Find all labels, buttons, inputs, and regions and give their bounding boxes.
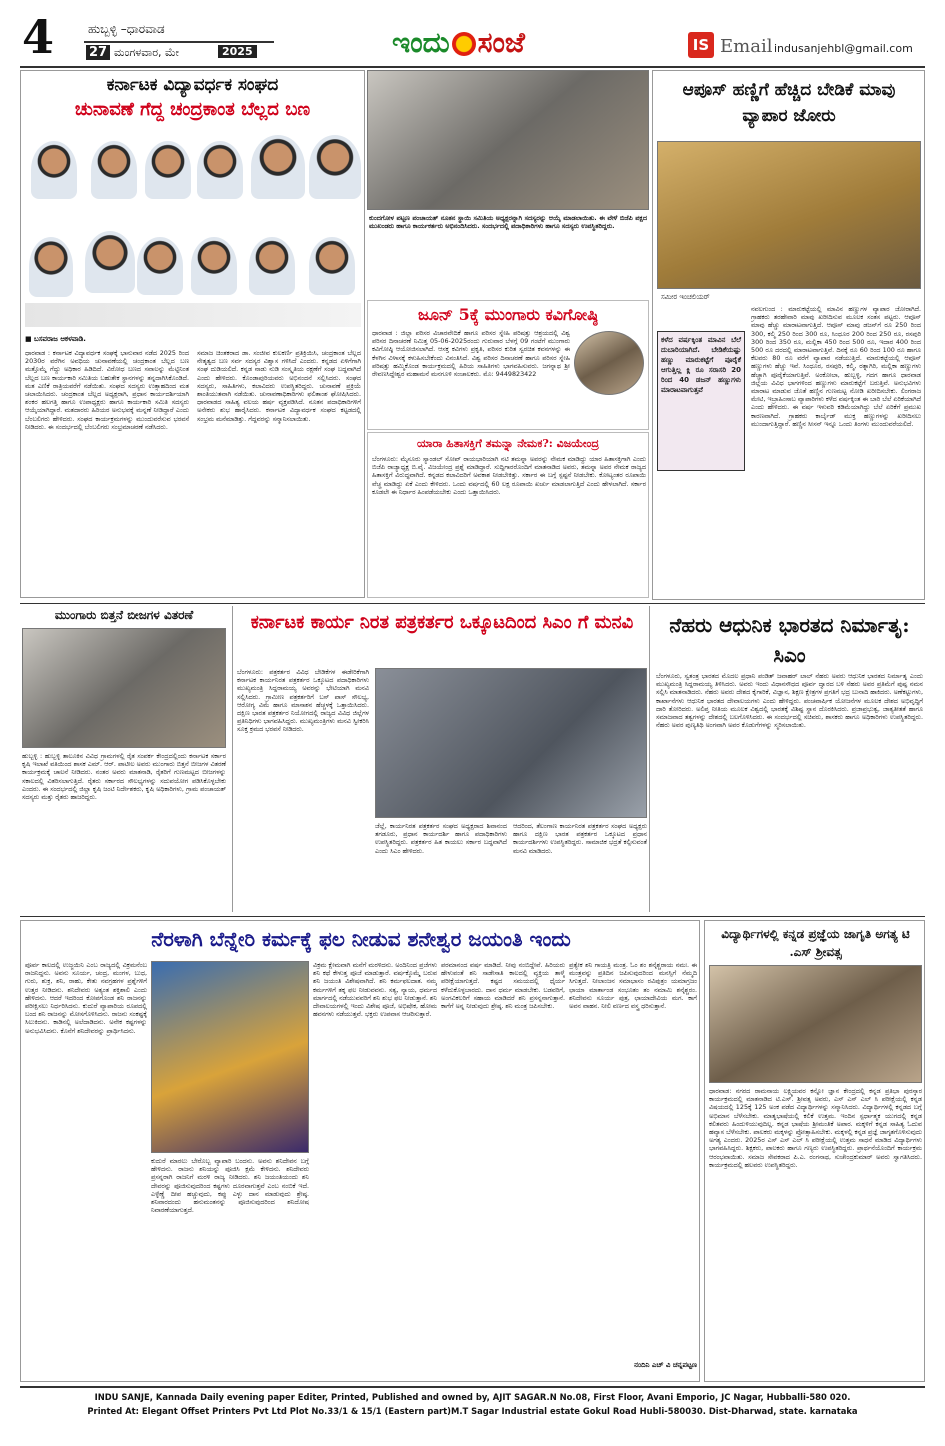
story-mango-trade bbox=[652, 70, 925, 600]
story-headline: ಆಪೂಸ್ ಹಣ್ಣಿಗೆ ಹೆಚ್ಚಿದ ಬೇಡಿಕೆ ಮಾವು ವ್ಯಾಪಾರ ಜೋರು bbox=[682, 80, 896, 126]
story-body-col1: ಬೆಂಗಳೂರು: ಪತ್ರಕರ್ತರ ವಿವಿಧ ಬೇಡಿಕೆಗಳ ಈಡೇರಿಕೆಗಾಗಿ ಕರ್ನಾಟಕ ಕಾರ್ಯನಿರತ ಪತ್ರಕರ್ತರ ಒಕ್ಕೂಟದ ಪದಾಧಿಕಾರಿಗಳು ಮುಖ್ಯಮಂತ್ರಿ ಸಿದ್ದರಾಮಯ್ಯ ಅವರನ್ನು ಭೇಟಿಯಾಗಿ ಮನವಿ ಸಲ್ಲಿಸಿದರು. ಗ್ರಾಮೀಣ ಪತ್ರಕರ್ತರಿಗೆ ಬಸ್ ಪಾಸ್ ಸೌಲಭ್ಯ, ಆರೋಗ್ಯ ವಿಮೆ ಹಾಗೂ ಮಾಸಾಶನ ಹೆಚ್ಚಳಕ್ಕೆ ಒತ್ತಾಯಿಸಿದರು. ದಕ್ಷಿಣ ಭಾರತ ಪತ್ರಕರ್ತರ ನಿಯೋಗದಲ್ಲಿ ರಾಜ್ಯದ ವಿವಿಧ ಜಿಲ್ಲೆಗಳ ಪ್ರತಿನಿಧಿಗಳು ಭಾಗವಹಿಸಿದ್ದರು. ಮುಖ್ಯಮಂತ್ರಿಗಳು ಮನವಿ ಸ್ವೀಕರಿಸಿ ಸೂಕ್ತ ಕ್ರಮದ ಭರವಸೆ ನೀಡಿದರು. bbox=[237, 668, 369, 734]
story-tamannaah bbox=[367, 432, 649, 598]
candidate-photo bbox=[91, 141, 137, 199]
masthead-bottom-rule bbox=[20, 66, 925, 68]
story-body: ಧಾರವಾಡ : ಜಿಲ್ಲಾ ಪರಿಸರ ವಿಚಾರವೇದಿಕೆ ಹಾಗೂ ಪರಿಸರ ಸ್ನೇಹಿ ಪರಿಷತ್ತು ಆಶ್ರಯದಲ್ಲಿ ವಿಶ್ವ ಪರಿಸರ ದಿನಾಚರಣೆ ನಿಮಿತ್ತ 05-06-2025ರಂದು ಗುರುವಾರ ಬೆಳಗ್ಗೆ 09 ಗಂಟೆಗೆ ಮುಂಗಾರು ಕವಿಗೋಷ್ಠಿ ಆಯೋಜಿಸಲಾಗಿದೆ. ಆಸಕ್ತ ಕವಿಗಳು ಪ್ರಕೃತಿ, ಪರಿಸರ ಕುರಿತ ಸ್ವರಚಿತ ಕವನಗಳನ್ನು ಈ ಕೆಳಗಿನ ವಿಳಾಸಕ್ಕೆ ಕಳುಹಿಸಬೇಕೆಂದು ವಿನಂತಿಸಿದೆ. ವಿಶ್ವ ಪರಿಸರ ದಿನಾಚರಣೆ ಹಾಗೂ ಪರಿಸರ ಸ್ನೇಹಿ ಪರಿಷತ್ತು ಹಮ್ಮಿಕೊಂಡ ಕಾರ್ಯಕ್ರಮದಲ್ಲಿ ಹಿರಿಯ ಸಾಹಿತಿಗಳು ಭಾಗವಹಿಸುವರು. ಜಗನ್ನಾಥ ಶ್ರೀ ರೇವಣಸಿದ್ದೇಶ್ವರ ಮಹಾಮನೆ ಮನಗೂಳಿ ಸಂಚಾಲಕರು. ಮೊ: 9449823422 bbox=[372, 329, 570, 379]
candidate-nameplates bbox=[25, 303, 361, 327]
story-headline: ನೆಹರು ಆಧುನಿಕ ಭಾರತದ ನಿರ್ಮಾತೃ: ಸಿಎಂ bbox=[669, 613, 910, 667]
story-kicker: ಕರ್ನಾಟಕ ವಿದ್ಯಾವರ್ಧಕ ಸಂಘದ bbox=[106, 75, 279, 95]
story-seed-distribution bbox=[20, 606, 228, 912]
story-body-col4: ಪರಮಾನಂದ ವರ್ಷ ಮಾಡಿದೆ. ನೀವು ನಂಬಿದ್ದೇವೆ. ಹಿರಿಯರು ಹೇಳುವಂತೆ ಶನಿ ಸಾಡೇಸಾತಿ ಕಾಲದಲ್ಲಿ ವ್ಯಕ್ತಿಯ ತಾಳ್ಮೆ ಪರೀಕ್ಷೆಯಾಗುತ್ತದೆ. ಕಷ್ಟದ ಸಮಯದಲ್ಲಿ ಧೈರ್ಯ ಕಳೆದುಕೊಳ್ಳಬಾರದು. ದಾನ ಧರ್ಮ ಮಾಡಬೇಕು. ಬಡವರಿಗೆ, ಅಂಗವಿಕಲರಿಗೆ ಸಹಾಯ ಮಾಡಿದರೆ ಶನಿ ಪ್ರಸನ್ನನಾಗುತ್ತಾನೆ. ಕಾಗೆಗೆ ಅನ್ನ ನೀಡುವುದು ಶ್ರೇಷ್ಠ. ಶನಿ ಮಂತ್ರ ಜಪಿಸಬೇಕು. bbox=[441, 961, 565, 1011]
candidate-photo bbox=[145, 141, 191, 199]
photo-caption: ಕುಂದಗೋಳ ಪಟ್ಟಣ ಪಂಚಾಯತ್ ನೂತನ ಸ್ಥಾಯಿ ಸಮಿತಿಯ ಅಧ್ಯಕ್ಷರನ್ನಾಗಿ ಸದಸ್ಯರನ್ನು ಆಯ್ಕೆ ಮಾಡಲಾಯಿತು. ಈ ವೇಳೆ ಬಿಜೆಪಿ ಪಕ್ಷದ ಮುಖಂಡರು ಹಾಗೂ ಕಾರ್ಯಕರ್ತರು ಅಭಿನಂದಿಸಿದರು. ಸಂದರ್ಭದಲ್ಲಿ ಪದಾಧಿಕಾರಿಗಳು ಹಾಗೂ ಸದಸ್ಯರು ಉಪಸ್ಥಿತರಿದ್ದರು. bbox=[369, 214, 647, 231]
story-headline: ನೆರಳಾಗಿ ಬೆನ್ನೇರಿ ಕರ್ಮಕ್ಕೆ ಫಲ ನೀಡುವ ಶನೇಶ್ವರ ಜಯಂತಿ ಇಂದು bbox=[151, 927, 571, 951]
story-body: ಬೆಂಗಳೂರು, ಸ್ವತಂತ್ರ ಭಾರತದ ಮೊದಲ ಪ್ರಧಾನಿ ಪಂಡಿತ್ ಜವಾಹರ್ ಲಾಲ್ ನೆಹರು ಅವರು ಆಧುನಿಕ ಭಾರತದ ನಿರ್ಮಾತೃ ಎಂದು ಮುಖ್ಯಮಂತ್ರಿ ಸಿದ್ದರಾಮಯ್ಯ ತಿಳಿಸಿದರು. ಅವರು ಇಂದು ವಿಧಾನಸೌಧದ ಪೂರ್ವ ದ್ವಾರದ ಬಳಿ ನೆಹರು ಅವರ ಪ್ರತಿಮೆಗೆ ಪುಷ್ಪ ನಮನ ಸಲ್ಲಿಸಿ ಮಾತನಾಡಿದರು. ನೆಹರು ಅವರು ದೇಶದ ಕೈಗಾರಿಕೆ, ವಿಜ್ಞಾನ, ಶಿಕ್ಷಣ ಕ್ಷೇತ್ರಗಳ ಪ್ರಗತಿಗೆ ಭದ್ರ ಬುನಾದಿ ಹಾಕಿದರು. ಅಣೆಕಟ್ಟುಗಳು, ಕಾರ್ಖಾನೆಗಳು ಆಧುನಿಕ ಭಾರತದ ದೇವಾಲಯಗಳು ಎಂದು ಹೇಳಿದ್ದರು. ಪಂಚವಾರ್ಷಿಕ ಯೋಜನೆಗಳ ಮೂಲಕ ದೇಶದ ಅಭಿವೃದ್ಧಿಗೆ ದಾರಿ ತೋರಿದರು. ಅಲಿಪ್ತ ನೀತಿಯ ಮೂಲಕ ವಿಶ್ವದಲ್ಲಿ ಭಾರತಕ್ಕೆ ವಿಶಿಷ್ಟ ಸ್ಥಾನ ದೊರಕಿಸಿದರು. ಪ್ರಜಾಪ್ರಭುತ್ವ, ಜಾತ್ಯತೀತತೆ ಹಾಗೂ ಸಮಾಜವಾದ ತತ್ವಗಳನ್ನು ದೇಶದಲ್ಲಿ ಬಲಗೊಳಿಸಿದರು. ಈ ಸಂದರ್ಭದಲ್ಲಿ ಸಚಿವರು, ಶಾಸಕರು ಹಾಗೂ ಅಧಿಕಾರಿಗಳು ಉಪಸ್ಥಿತರಿದ್ದರು. ನೆಹರು ಅವರ ಪುಣ್ಯತಿಥಿ ಅಂಗವಾಗಿ ಅವರ ಕೊಡುಗೆಗಳನ್ನು ಸ್ಮರಿಸಲಾಯಿತು. bbox=[656, 672, 923, 730]
cm-meeting-photo bbox=[375, 668, 647, 818]
candidate-photo bbox=[31, 141, 77, 199]
story-headline: ಯಾರಾ ಹಿತಾಸಕ್ತಿಗೆ ತಮನ್ನಾ ನೇಮಕ?: ವಿಜಯೇಂದ್ರ bbox=[416, 437, 600, 450]
candidate-photos bbox=[25, 133, 361, 333]
page-number: 4 bbox=[22, 10, 55, 64]
story-body-col2: ಕುದುರೆ ಮಾರಲು ಬೇರೊಬ್ಬ ವ್ಯಾಪಾರಿ ಬಂದನು. ಅವನು ಶನಿದೇವನ ಬಗ್ಗೆ ಹೇಳಿದನು. ರಾಜನು ಶನಿಯನ್ನು ಪೂಜಿಸಿ ಕ್ಷಮೆ ಕೇಳಿದನು. ಶನಿದೇವರು ಪ್ರಸನ್ನರಾಗಿ ರಾಜನಿಗೆ ಮರಳಿ ರಾಜ್ಯ ನೀಡಿದರು. ಶನಿ ಜಯಂತಿಯಂದು ಶನಿ ದೇವರನ್ನು ಪೂಜಿಸುವುದರಿಂದ ಕಷ್ಟಗಳು ದೂರವಾಗುತ್ತವೆ ಎಂಬ ನಂಬಿಕೆ ಇದೆ. ಎಳ್ಳೆಣ್ಣೆ ದೀಪ ಹಚ್ಚುವುದು, ಕಪ್ಪು ಎಳ್ಳು ದಾನ ಮಾಡುವುದು ಶ್ರೇಷ್ಠ. ಶನಿವಾರದಂದು ಹನುಮಂತನನ್ನು ಪೂಜಿಸುವುದರಿಂದ ಶನಿದೋಷ ನಿವಾರಣೆಯಾಗುತ್ತದೆ. bbox=[151, 1157, 309, 1215]
brand-logo-left: ಇಂದು bbox=[392, 26, 450, 59]
candidate-photo bbox=[191, 237, 237, 295]
story-body-col5: ಪ್ರತ್ಯೇಕ ಶನಿ ಗಾಯತ್ರಿ ಮಂತ್ರ. ಓಂ ಶಂ ಶನೈಶ್ಚರಾಯ ನಮಃ. ಈ ಮಂತ್ರವನ್ನು ಪ್ರತಿದಿನ ಜಪಿಸುವುದರಿಂದ ಮನಸ್ಸಿಗೆ ನೆಮ್ಮದಿ ಸಿಗುತ್ತದೆ. ನೀಲಾಂಜನ ಸಮಾಭಾಸಂ ರವಿಪುತ್ರಂ ಯಮಾಗ್ರಜಂ ಛಾಯಾ ಮಾರ್ತಾಂಡ ಸಂಭೂತಂ ತಂ ನಮಾಮಿ ಶನೈಶ್ಚರಂ. ಶನಿದೇವನು ಸೂರ್ಯ ಪುತ್ರ, ಛಾಯಾದೇವಿಯ ಮಗ. ಕಾಗೆ ಅವನ ವಾಹನ. ನೀಲಿ ವರ್ಣದ ವಸ್ತ್ರ ಧರಿಸುತ್ತಾನೆ. bbox=[569, 961, 697, 1011]
candidate-photo bbox=[85, 231, 135, 293]
story-byline: ನಂದಿನಿ ಎಚ್ ವಿ ಚನ್ನಪಟ್ಟಣ bbox=[634, 1361, 697, 1369]
mango-market-photo bbox=[657, 141, 921, 289]
story-headline: ಮುಂಗಾರು ಬಿತ್ತನೆ ಬೀಜಗಳ ವಿತರಣೆ bbox=[54, 608, 194, 622]
price-info-box: ಕಳೆದ ವರ್ಷಕ್ಕಿಂತ ಮಾವಿನ ಬೆಲೆ ದುಬಾರಿಯಾಗಿದೆ. ಬೇಡಿಕೆಯಷ್ಟು ಹಣ್ಣು ಮಾರುಕಟ್ಟೆಗೆ ಪೂರೈಕೆ ಆಗುತ್ತಿಲ್ಲ ಕ್ಲಿ ರೂ ಸರಾಸರಿ 20 ರಿಂದ 40 ಡಜನ್ ಹಣ್ಣುಗಳು ಮಾರಾಟವಾಗುತ್ತವೆ bbox=[657, 331, 745, 471]
story-body-col2: ಸಮಾಜ ಚಿಂತಕರಾದ ಡಾ. ಸಂಜೀವ ಕುಲಕರ್ಣಿ ಪ್ರತಿಕ್ರಿಯಿಸಿ, ಚಂದ್ರಕಾಂತ ಬೆಲ್ಲದ ನೇತೃತ್ವದ ಬಣ ಸರ್ವ ಸದಸ್ಯರ ವಿಶ್ವಾಸ ಗಳಿಸಿದೆ ಎಂದರು. ಕನ್ನಡದ ಏಳಿಗೆಗಾಗಿ ಸಂಘ ದುಡಿಯಲಿದೆ. ಕನ್ನಡ ನಾಡು ನುಡಿ ಸಂಸ್ಕೃತಿಯ ರಕ್ಷಣೆಗೆ ಸಂಘ ಬದ್ಧವಾಗಿದೆ ಎಂದು ಹೇಳಿದರು. ಕೊಂಡಾಪುರಿಯವರು ಅಭಿನಂದನೆ ಸಲ್ಲಿಸಿದರು. ಸಂಘದ ಸದಸ್ಯರು, ಸಾಹಿತಿಗಳು, ಕಲಾವಿದರು ಉಪಸ್ಥಿತರಿದ್ದರು. ಚುನಾವಣೆ ಪ್ರಕ್ರಿಯೆ ಶಾಂತಿಯುತವಾಗಿ ನಡೆಯಿತು. ಚುನಾವಣಾಧಿಕಾರಿಗಳು ಫಲಿತಾಂಶ ಘೋಷಿಸಿದರು. ಧಾರವಾಡದ ಸಾಹಿತ್ಯ ವಲಯ ಹರ್ಷ ವ್ಯಕ್ತಪಡಿಸಿದೆ. ನೂತನ ಪದಾಧಿಕಾರಿಗಳಿಗೆ ಅನೇಕರು ಶುಭ ಹಾರೈಸಿದರು. ಕರ್ನಾಟಕ ವಿದ್ಯಾವರ್ಧಕ ಸಂಘದ ಕಟ್ಟಡದಲ್ಲಿ ಸಂಭ್ರಮ ಮನೆಮಾಡಿತ್ತು. ಗೆದ್ದವರನ್ನು ಸನ್ಮಾನಿಸಲಾಯಿತು. bbox=[197, 349, 361, 423]
story-body: ನವಲಗುಂದ : ಮಾರುಕಟ್ಟೆಯಲ್ಲಿ ಮಾವಿನ ಹಣ್ಣುಗಳ ವ್ಯಾಪಾರ ಜೋರಾಗಿದೆ. ಗ್ರಾಹಕರು ತರಹೇವಾರಿ ಮಾವು ಖರೀದಿಸುವ ಮೂಲಕ ಸಂತಸ ಪಟ್ಟರು. ಆಪೂಸ್ ಮಾವು ಹೆಚ್ಚು ಮಾರಾಟವಾಗುತ್ತಿದೆ. ಆಪೂಸ್ ಮಾವು ಡಜನ್‌ಗೆ ರೂ 250 ರಿಂದ 300, ಕಲ್ಮಿ 250 ರಿಂದ 300 ರೂ, ಸಿಂಧೂರ 200 ರಿಂದ 250 ರೂ, ರಸಪುರಿ 300 ರಿಂದ 350 ರೂ, ಮಲ್ಲಿಕಾ 450 ರಿಂದ 500 ರೂ, ಇದಾರ 400 ರಿಂದ 500 ರೂ ದರದಲ್ಲಿ ಮಾರಾಟವಾಗುತ್ತಿವೆ. ದಿನಕ್ಕೆ ರೂ 60 ರಿಂದ 100 ರೂ ಹಾಗೂ ಕೆಲವರು 80 ರೂ ವರೆಗೆ ವ್ಯಾಪಾರ ನಡೆಯುತ್ತಿದೆ. ಮಾರುಕಟ್ಟೆಯಲ್ಲಿ ಆಪೂಸ್ ಹಣ್ಣುಗಳು ಹೆಚ್ಚು ಇವೆ. ಸಿಂಧೂರ, ರಸಪುರಿ, ಕಲ್ಮಿ, ರತ್ನಾಗಿರಿ, ಮಲ್ಲಿಕಾ ಹಣ್ಣುಗಳು ಹೆಚ್ಚಾಗಿ ಪೂರೈಕೆಯಾಗುತ್ತಿವೆ. ಅಂಕೋಲಾ, ಹುಬ್ಬಳ್ಳಿ, ಗದಗ ಹಾಗೂ ಧಾರವಾಡ ಜಿಲ್ಲೆಯ ವಿವಿಧ ಭಾಗಗಳಿಂದ ಹಣ್ಣುಗಳು ಮಾರುಕಟ್ಟೆಗೆ ಬರುತ್ತಿವೆ. ಅನುಭವಿಗಳು ಮಾರಾಟ ಮಾಡುವ ಜೊತೆ ಹಣ್ಣಿನ ಗುಣಮಟ್ಟ ನೋಡಿ ಖರೀದಿಸಬೇಕು. ಲಿಂಗರಾಜ ಮೇಟಿ, ಇಬ್ರಾಹಿಂಸಾಬ ವ್ಯಾಪಾರಿಗಳು ಕಳೆದ ವರ್ಷಕ್ಕಿಂತ ಈ ಬಾರಿ ಬೆಲೆ ಏರಿಕೆಯಾಗಿದೆ ಎಂದು ಹೇಳಿದರು. ಈ ವರ್ಷ ಇಳುವರಿ ಕಡಿಮೆಯಾಗಿದ್ದು ಬೆಲೆ ಏರಿಕೆಗೆ ಪ್ರಮುಖ ಕಾರಣವಾಗಿದೆ. ಗ್ರಾಹಕರು ಕಾರ್ಬೈಡ್ ಮುಕ್ತ ಹಣ್ಣುಗಳನ್ನು ಖರೀದಿಸಲು ಮುಂದಾಗುತ್ತಿದ್ದಾರೆ. ಹಣ್ಣಿನ ಸೀಸನ್ ಇನ್ನೂ ಒಂದು ತಿಂಗಳು ಮುಂದುವರೆಯಲಿದೆ. bbox=[751, 305, 921, 428]
brand-logo-right: ಸಂಜೆ bbox=[477, 26, 525, 59]
story-shani-jayanti bbox=[20, 920, 700, 1382]
brand-logo bbox=[392, 26, 525, 60]
masthead bbox=[0, 0, 945, 64]
students-group-photo bbox=[709, 965, 922, 1083]
candidate-photo bbox=[197, 141, 243, 199]
story-body: ಬೆಂಗಳೂರು: ಮೈಸೂರು ಸ್ಯಾಂಡಲ್ ಸೋಪ್ ರಾಯಭಾರಿಯಾಗಿ ನಟಿ ತಮನ್ನಾ ಅವರನ್ನು ನೇಮಕ ಮಾಡಿದ್ದು ಯಾರ ಹಿತಾಸಕ್ತಿಗಾಗಿ ಎಂದು ಬಿಜೆಪಿ ರಾಜ್ಯಾಧ್ಯಕ್ಷ ಬಿ.ವೈ. ವಿಜಯೇಂದ್ರ ಪ್ರಶ್ನೆ ಮಾಡಿದ್ದಾರೆ. ಸುದ್ದಿಗಾರರೊಂದಿಗೆ ಮಾತನಾಡಿದ ಅವರು, ತಮನ್ನಾ ಅವರ ನೇಮಕ ರಾಜ್ಯದ ಹಿತಾಸಕ್ತಿಗೆ ವಿರುದ್ಧವಾಗಿದೆ. ಕನ್ನಡದ ಕಲಾವಿದರಿಗೆ ಅವಕಾಶ ನೀಡಬೇಕಿತ್ತು. ಸರ್ಕಾರ ಈ ಬಗ್ಗೆ ಸ್ಪಷ್ಟನೆ ನೀಡಬೇಕು. ಕೋಟ್ಯಂತರ ರೂಪಾಯಿ ವೆಚ್ಚ ಮಾಡಿದ್ದು ಏಕೆ ಎಂದು ಕೇಳಿದರು. ಒಂದು ವರ್ಷದಲ್ಲಿ 60 ಲಕ್ಷ ರೂಪಾಯಿ ಖರ್ಚು ಮಾಡಲಾಗುತ್ತಿದೆ ಎಂದು ಹೇಳಲಾಗಿದೆ. ಸರ್ಕಾರ ಕೂಡಲೇ ಈ ನಿರ್ಧಾರ ಹಿಂಪಡೆಯಬೇಕು ಎಂದು ಒತ್ತಾಯಿಸಿದರು. bbox=[372, 455, 646, 496]
story-kannada-awareness bbox=[704, 920, 925, 1382]
is-logo: IS bbox=[688, 32, 714, 58]
group-photo bbox=[367, 70, 649, 210]
story-headline: ಕರ್ನಾಟಕ ಕಾರ್ಯ ನಿರತ ಪತ್ರಕರ್ತರ ಒಕ್ಕೂಟದಿಂದ ಸಿಎಂ ಗೆ ಮನವಿ bbox=[250, 612, 634, 633]
photo-caption: ■ ಬಸವರಾಜ ಆಕಳವಾಡಿ. bbox=[25, 335, 86, 343]
author-photo bbox=[574, 331, 644, 395]
candidate-photo bbox=[137, 237, 183, 295]
candidate-photo bbox=[309, 135, 361, 199]
candidate-photo bbox=[251, 135, 305, 199]
candidate-photo bbox=[29, 237, 73, 297]
masthead-year: 2025 bbox=[218, 45, 257, 58]
story-headline: ವಿದ್ಯಾರ್ಥಿಗಳಲ್ಲಿ ಕನ್ನಡ ಪ್ರಜ್ಞೆಯ ಜಾಗೃತಿ ಅಗತ್ಯ ಟಿ .ಎಸ್ ಶ್ರೀವತ್ಸ bbox=[721, 927, 910, 959]
story-body: ಹುಬ್ಬಳ್ಳಿ : ಹುಬ್ಬಳ್ಳಿ ತಾಲೂಕಿನ ವಿವಿಧ ಗ್ರಾಮಗಳಲ್ಲಿ ರೈತ ಸಂಪರ್ಕ ಕೇಂದ್ರದಲ್ಲಿಂದು ಕರ್ನಾಟಕ ಸರ್ಕಾರ ಕೃಷಿ ಇಲಾಖೆ ವತಿಯಿಂದ ಶಾಸಕ ಎಮ್. ಆರ್. ಪಾಟೀಲ ಅವರು ಮುಂಗಾರು ಬಿತ್ತನೆ ಬೀಜಗಳ ವಿತರಣೆ ಕಾರ್ಯಕ್ರಮಕ್ಕೆ ಚಾಲನೆ ನೀಡಿದರು. ನಂತರ ಅವರು ಮಾತನಾಡಿ, ರೈತರಿಗೆ ಗುಣಮಟ್ಟದ ಬೀಜಗಳನ್ನು ಸಕಾಲದಲ್ಲಿ ವಿತರಿಸಲಾಗುತ್ತಿದೆ. ರೈತರು ಸರ್ಕಾರದ ಸೌಲಭ್ಯಗಳನ್ನು ಸದುಪಯೋಗ ಪಡಿಸಿಕೊಳ್ಳಬೇಕು ಎಂದರು. ಈ ಸಂದರ್ಭದಲ್ಲಿ ಜಿಲ್ಲಾ ಕೃಷಿ ಜಂಟಿ ನಿರ್ದೇಶಕರು, ಕೃಷಿ ಅಧಿಕಾರಿಗಳು, ಗ್ರಾಮ ಪಂಚಾಯತ್ ಸದಸ್ಯರು ಮತ್ತು ರೈತರು ಹಾಜರಿದ್ದರು. bbox=[22, 752, 226, 802]
imprint-footer bbox=[20, 1386, 925, 1426]
story-body: ಧಾರವಾಡ: ನಗರದ ರಾಮನಾಯ ಲಕ್ಷ್ಮಿಯವರ ಕನ್ನೋ ಜ್ಞಾನ ಕೇಂದ್ರದಲ್ಲಿ ಕನ್ನಡ ಪ್ರತಿಭಾ ಪುರಸ್ಕಾರ ಕಾರ್ಯಕ್ರಮದಲ್ಲಿ ಮಾತನಾಡಿದ ಟಿ.ಎಸ್. ಶ್ರೀವತ್ಸ ಅವರು, ಎಸ್ ಎಸ್ ಎಲ್ ಸಿ ಪರೀಕ್ಷೆಯಲ್ಲಿ ಕನ್ನಡ ವಿಷಯದಲ್ಲಿ 125ಕ್ಕೆ 125 ಅಂಕ ಪಡೆದ ವಿದ್ಯಾರ್ಥಿಗಳನ್ನು ಸನ್ಮಾನಿಸಿದರು. ವಿದ್ಯಾರ್ಥಿಗಳಲ್ಲಿ ಕನ್ನಡದ ಬಗ್ಗೆ ಅಭಿಮಾನ ಬೆಳೆಸಬೇಕು. ಮಾತೃಭಾಷೆಯಲ್ಲಿ ಕಲಿಕೆ ಉತ್ತಮ. ಇಂದಿನ ಸ್ಪರ್ಧಾತ್ಮಕ ಯುಗದಲ್ಲಿ ಕನ್ನಡ ಕಲಿತವರು ಹಿಂದುಳಿಯುವುದಿಲ್ಲ. ಕನ್ನಡ ಭಾಷೆಯ ಶ್ರೀಮಂತಿಕೆ ಅಪಾರ. ಮಕ್ಕಳಿಗೆ ಕನ್ನಡ ಸಾಹಿತ್ಯ ಓದುವ ಹವ್ಯಾಸ ಬೆಳೆಸಬೇಕು. ಪಾಲಕರು ಮಕ್ಕಳನ್ನು ಪ್ರೋತ್ಸಾಹಿಸಬೇಕು. ಮಕ್ಕಳಲ್ಲಿ ಕನ್ನಡ ಪ್ರಜ್ಞೆ ಜಾಗೃತಗೊಳಿಸುವುದು ಅಗತ್ಯ ಎಂದರು. 2025ರ ಎಸ್ ಎಸ್ ಎಲ್ ಸಿ ಪರೀಕ್ಷೆಯಲ್ಲಿ ಉತ್ತಮ ಸಾಧನೆ ಮಾಡಿದ ವಿದ್ಯಾರ್ಥಿಗಳು ಭಾಗವಹಿಸಿದ್ದರು. ಶಿಕ್ಷಕರು, ಪಾಲಕರು ಹಾಗೂ ಗಣ್ಯರು ಉಪಸ್ಥಿತರಿದ್ದರು. ಪ್ರಾರ್ಥನೆಯೊಂದಿಗೆ ಕಾರ್ಯಕ್ರಮ ಆರಂಭವಾಯಿತು. ಸಮಾಜ ಸೇವಕರಾದ ಪಿ.ಎ. ರಂಗನಾಥ, ಸುಚೇಂದ್ರಕುಮಾರ್ ಅವರು ಸ್ವಾಗತಿಸಿದರು. ಕಾರ್ಯಕ್ರಮದಲ್ಲಿ ಹಲವರು ಉಪಸ್ಥಿತರಿದ್ದರು. bbox=[709, 1087, 922, 1169]
email-address[interactable]: indusanjehbl@gmail.com bbox=[774, 42, 913, 55]
story-kvv-election bbox=[20, 70, 365, 598]
masthead-city: ಹುಬ್ಬಳ್ಳಿ –ಧಾರವಾಡ bbox=[88, 22, 165, 36]
story-headline: ಜೂನ್ 5ಕ್ಕೆ ಮುಂಗಾರು ಕವಿಗೋಷ್ಠಿ bbox=[417, 305, 598, 324]
masthead-divider bbox=[84, 41, 274, 43]
story-body-col1: ಪೂರ್ವ ಕಾಲದಲ್ಲಿ ಉಜ್ಜಯಿನಿ ಎಂಬ ರಾಜ್ಯದಲ್ಲಿ ವಿಕ್ರಮನೆಂಬ ರಾಜನಿದ್ದನು. ಅವನು ಸೂರ್ಯ, ಚಂದ್ರ, ಮಂಗಳ, ಬುಧ, ಗುರು, ಶುಕ್ರ, ಶನಿ, ರಾಹು, ಕೇತು ನವಗ್ರಹಗಳ ಪ್ರಶ್ನೆಗಳಿಗೆ ಉತ್ತರ ನೀಡಿದನು. ಶನಿದೇವರು ಅತ್ಯಂತ ಶಕ್ತಿಶಾಲಿ ಎಂದು ಹೇಳಿದನು. ಆದರೆ ಇದರಿಂದ ಕೋಪಗೊಂಡ ಶನಿ ರಾಜನನ್ನು ಪರೀಕ್ಷಿಸಲು ನಿರ್ಧರಿಸಿದನು. ಕುದುರೆ ವ್ಯಾಪಾರಿಯ ರೂಪದಲ್ಲಿ ಬಂದ ಶನಿ ರಾಜನನ್ನು ಮೋಸಗೊಳಿಸಿದನು. ರಾಜನು ಸಂಕಷ್ಟಕ್ಕೆ ಸಿಲುಕಿದನು. ಕಾಡಿನಲ್ಲಿ ಅಲೆದಾಡಿದನು. ಅನೇಕ ಕಷ್ಟಗಳನ್ನು ಅನುಭವಿಸಿದನು. ಕೊನೆಗೆ ಶನಿದೇವರನ್ನು ಪ್ರಾರ್ಥಿಸಿದನು. bbox=[25, 961, 147, 1035]
shani-deity-illustration bbox=[151, 961, 309, 1153]
email-label: Email bbox=[720, 36, 773, 57]
story-journalists bbox=[232, 606, 650, 912]
story-body-col1: ಧಾರವಾಡ : ಕರ್ನಾಟಕ ವಿದ್ಯಾವರ್ಧಕ ಸಂಘಕ್ಕೆ ಭಾನುವಾರ ನಡೆದ 2025 ರಿಂದ 2030ರ ವರೆಗಿನ ಅವಧಿಯ ಚುನಾವಣೆಯಲ್ಲಿ ಚಂದ್ರಕಾಂತ ಬೆಲ್ಲದ ಬಣ ಮತ್ತೊಮ್ಮೆ ಗೆದ್ದು ಅಧಿಕಾರ ಹಿಡಿದಿದೆ. ವಿರೋಧ ಬಣದ ಸವಾಲನ್ನು ಮೆಟ್ಟಿನಿಂತ ಬೆಲ್ಲದ ಬಣ ಕಾರ್ಯಕಾರಿ ಸಮಿತಿಯ ಬಹುತೇಕ ಸ್ಥಾನಗಳನ್ನು ತನ್ನದಾಗಿಸಿಕೊಂಡಿದೆ. ಮತ ಎಣಿಕೆ ರಾತ್ರಿಯವರೆಗೆ ನಡೆಯಿತು. ಸಂಘದ ಸದಸ್ಯರು ಉತ್ಸಾಹದಿಂದ ಮತ ಚಲಾಯಿಸಿದರು. ಚಂದ್ರಕಾಂತ ಬೆಲ್ಲದ ಅಧ್ಯಕ್ಷರಾಗಿ, ಪ್ರಧಾನ ಕಾರ್ಯದರ್ಶಿಯಾಗಿ ಶಂಕರ ಹಲಗತ್ತಿ ಹಾಗೂ ಉಪಾಧ್ಯಕ್ಷರು ಹಾಗೂ ಕಾರ್ಯಕಾರಿ ಸಮಿತಿ ಸದಸ್ಯರು ಆಯ್ಕೆಯಾಗಿದ್ದಾರೆ. ಮತದಾರರು ಹಿರಿಯರ ಅನುಭವಕ್ಕೆ ಮನ್ನಣೆ ನೀಡಿದ್ದಾರೆ ಎಂದು ಬೆಂಬಲಿಗರು ಹೇಳಿದರು. ಸಂಘದ ಕಾರ್ಯಕ್ರಮಗಳನ್ನು ಮುಂದುವರೆಸುವ ಭರವಸೆ ನೀಡಿದರು. ಈ ಸಂದರ್ಭದಲ್ಲಿ ಬೆಂಬಲಿಗರು ಸಂಭ್ರಮಾಚರಣೆ ನಡೆಸಿದರು. bbox=[25, 349, 189, 431]
section-divider bbox=[20, 603, 925, 604]
imprint-line-2: Printed At: Elegant Offset Printers Pvt Ltd Plot No.33/1 & 15/1 (Eastern part)M.T Sagar Industrial estate Gokul Road Hubli-580030. Dist-Dharwad, state. karnataka bbox=[87, 1406, 858, 1416]
story-body-col3: ಆದರಿಂದ, ತೆಲಂಗಾಣ ಕಾರ್ಯನಿರತ ಪತ್ರಕರ್ತರ ಸಂಘದ ಅಧ್ಯಕ್ಷರು ಹಾಗೂ ದಕ್ಷಿಣ ಭಾರತ ಪತ್ರಕರ್ತರ ಒಕ್ಕೂಟದ ಪ್ರಧಾನ ಕಾರ್ಯದರ್ಶಿಗಳು ಉಪಸ್ಥಿತರಿದ್ದರು. ಸಾಮಾಜಿಕ ಭದ್ರತೆ ಕಲ್ಪಿಸುವಂತೆ ಮನವಿ ಮಾಡಿದರು. bbox=[513, 822, 647, 855]
sun-icon bbox=[452, 32, 476, 56]
candidate-photo bbox=[249, 237, 295, 295]
seed-distribution-photo bbox=[22, 628, 226, 748]
story-body-col2: ಜೆಲ್ಲೆ, ಕಾರ್ಯನಿರತ ಪತ್ರಕರ್ತರ ಸಂಘದ ಅಧ್ಯಕ್ಷರಾದ ಶಿವಾನಂದ ತಗಡೂರು, ಪ್ರಧಾನ ಕಾರ್ಯದರ್ಶಿ ಹಾಗೂ ಪದಾಧಿಕಾರಿಗಳು ಉಪಸ್ಥಿತರಿದ್ದರು. ಪತ್ರಕರ್ತರ ಹಿತ ಕಾಯಲು ಸರ್ಕಾರ ಬದ್ಧವಾಗಿದೆ ಎಂದು ಸಿಎಂ ಹೇಳಿದರು. bbox=[375, 822, 507, 855]
masthead-weekday-month: ಮಂಗಳವಾರ, ಮೇ bbox=[114, 46, 180, 59]
story-body-col3: ವಿಕ್ರಮ ಕ್ಷೇಮವಾಗಿ ಮನೆಗೆ ಮರಳಿದನು. ಅಂದಿನಿಂದ ಪ್ರಜೆಗಳು ಶನಿ ಕಥೆ ಕೇಳುತ್ತ ಪೂಜೆ ಮಾಡುತ್ತಾರೆ. ವರ್ಷಕ್ಕೊಮ್ಮೆ ಬರುವ ಶನಿ ಜಯಂತಿ ವಿಶೇಷವಾಗಿದೆ. ಶನಿ ಕರ್ಮಫಲದಾತ. ನಮ್ಮ ಕರ್ಮಗಳಿಗೆ ತಕ್ಕ ಫಲ ನೀಡುವವನು. ಸತ್ಯ, ನ್ಯಾಯ, ಧರ್ಮದ ಮಾರ್ಗದಲ್ಲಿ ನಡೆಯುವವರಿಗೆ ಶನಿ ಶುಭ ಫಲ ನೀಡುತ್ತಾನೆ. ಶನಿ ದೇವಾಲಯಗಳಲ್ಲಿ ಇಂದು ವಿಶೇಷ ಪೂಜೆ, ಅಭಿಷೇಕ, ಹೋಮ ಹವನಗಳು ನಡೆಯುತ್ತವೆ. ಭಕ್ತರು ಉಪವಾಸ ಆಚರಿಸುತ್ತಾರೆ. bbox=[313, 961, 437, 1019]
story-headline: ಚುನಾವಣೆ ಗೆದ್ದ ಚಂದ್ರಕಾಂತ ಬೆಲ್ಲದ ಬಣ bbox=[74, 99, 311, 120]
story-nehru bbox=[654, 606, 925, 912]
story-kundgol bbox=[367, 70, 649, 296]
masthead-day: 27 bbox=[86, 45, 110, 60]
section-divider bbox=[20, 916, 925, 917]
candidate-photo bbox=[309, 237, 355, 295]
story-poets-meet bbox=[367, 300, 649, 430]
imprint-line-1: INDU SANJE, Kannada Daily evening paper Editer, Printed, Published and owned by, AJIT SAGAR.N No.08, First Floor, Avani Emporio, JC Nagar, Hubballi-580 020. bbox=[94, 1392, 851, 1402]
photo-caption: ಸಮೀರ ಇಂಚಲಿಯರ್ bbox=[661, 293, 710, 301]
